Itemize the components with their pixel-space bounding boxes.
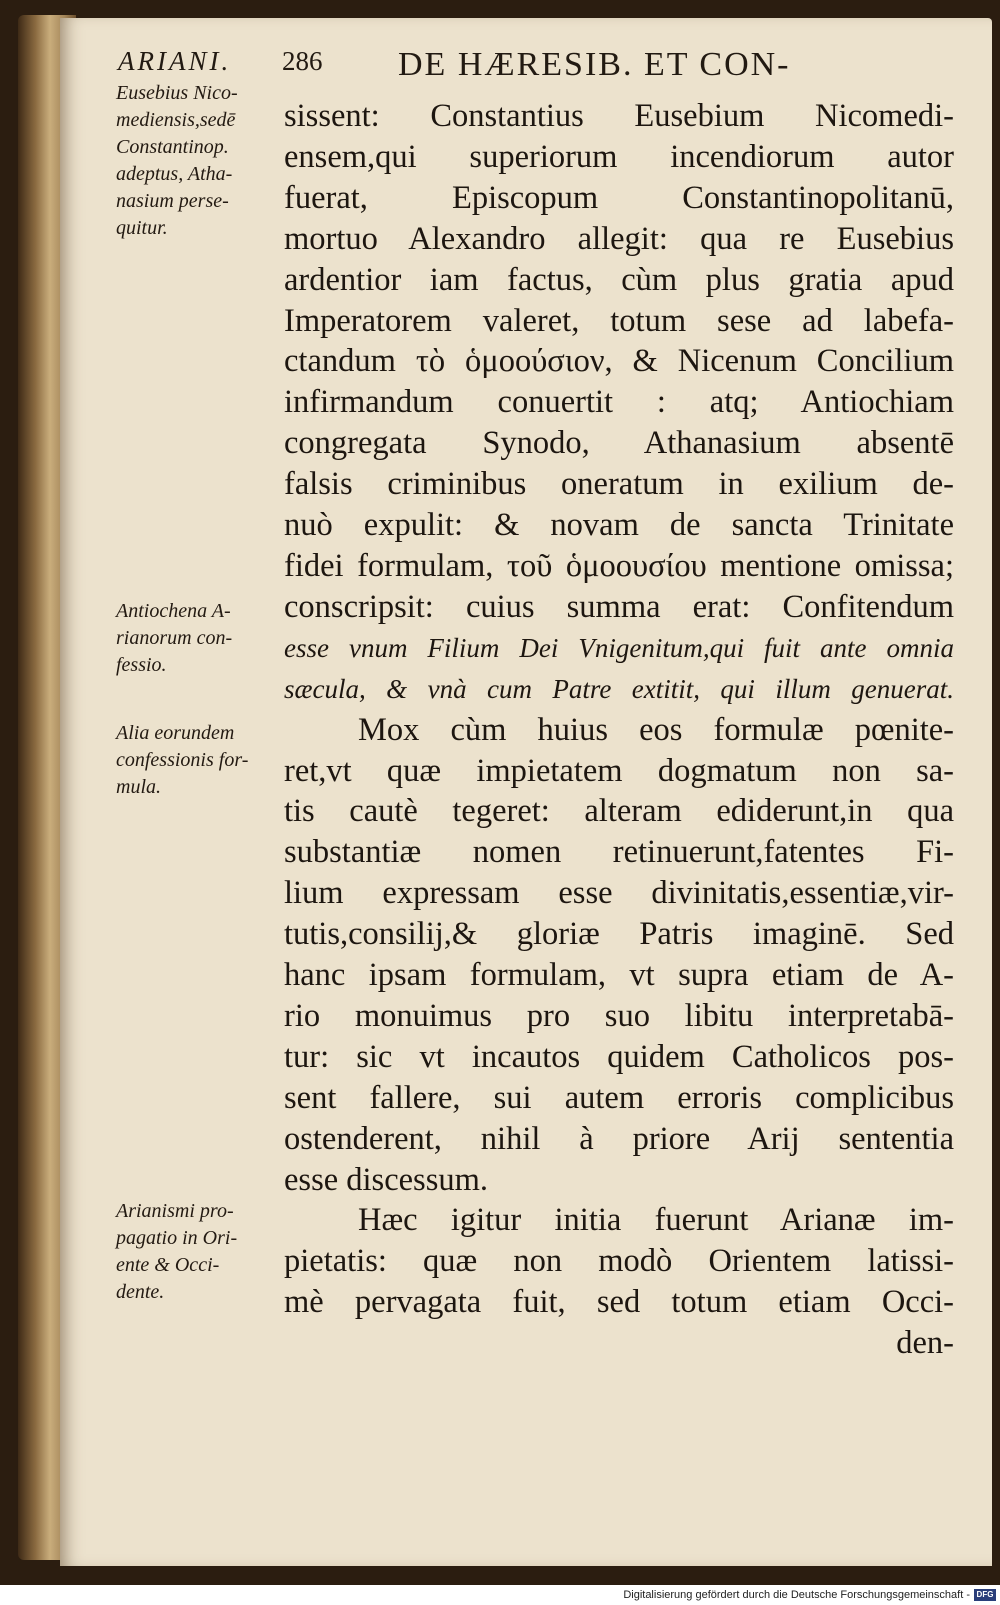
text-line: ensem,qui superiorum incendiorum autor xyxy=(284,138,954,175)
text-line: tis cautè tegeret: alteram ediderunt,in qua xyxy=(284,793,954,830)
margin-note-line: quitur. xyxy=(116,217,168,239)
text-line: substantiæ nomen retinuerunt,fatentes Fi- xyxy=(284,834,954,871)
text-line: mortuo Alexandro allegit: qua re Eusebius xyxy=(284,220,954,257)
text-line-italic: esse vnum Filium Dei Vnigenitum,qui fuit ante omnia xyxy=(284,632,954,663)
margin-note-eusebius xyxy=(116,80,288,242)
margin-note-line: Alia eorundem xyxy=(116,722,235,744)
credit-text: Digitalisierung gefördert durch die Deutsche Forschungsgemeinschaft - xyxy=(623,1589,970,1601)
text-line: sissent: Constantius Eusebium Nicomedi- xyxy=(284,98,954,134)
margin-note-antiochena xyxy=(116,598,288,679)
text-line: ret,vt quæ impietatem dogmatum non sa- xyxy=(284,752,954,789)
margin-note-line: rianorum con- xyxy=(116,627,233,649)
digitization-credit xyxy=(0,1585,1000,1605)
text-line: sent fallere, sui autem erroris complicibus xyxy=(284,1079,954,1116)
text-line: fidei formulam, τοῦ ὁμοουσίου mentione omissa; xyxy=(284,547,954,584)
margin-note-alia-formula xyxy=(116,720,288,801)
main-text xyxy=(284,96,954,1364)
text-line: ardentior iam factus, cùm plus gratia apud xyxy=(284,261,954,298)
margin-note-line: pagatio in Ori- xyxy=(116,1227,238,1249)
margin-note-line: Antiochena A- xyxy=(116,600,231,622)
text-line: falsis criminibus oneratum in exilium de- xyxy=(284,466,954,503)
page-number: 286 xyxy=(282,46,323,76)
margin-note-line: Constantinop. xyxy=(116,136,229,158)
text-line: rio monuimus pro suo libitu interpretabā- xyxy=(284,997,954,1034)
margin-note-line: ente & Occi- xyxy=(116,1254,220,1276)
text-line: pietatis: quæ non modò Orientem latissi- xyxy=(284,1243,954,1280)
text-line: tur: sic vt incautos quidem Catholicos pos- xyxy=(284,1038,954,1075)
text-line: ostenderent, nihil à priore Arij sententia xyxy=(284,1120,954,1157)
dfg-logo: DFG xyxy=(974,1589,996,1601)
text-line: mè pervagata fuit, sed totum etiam Occi- xyxy=(284,1284,954,1321)
catchword: den- xyxy=(896,1325,954,1362)
text-line: esse discessum. xyxy=(284,1161,488,1198)
text-line: lium expressam esse divinitatis,essentiæ,vir- xyxy=(284,875,954,912)
margin-note-line: Eusebius Nico- xyxy=(116,82,238,104)
text-line: congregata Synodo, Athanasium absentē xyxy=(284,425,954,462)
margin-note-line: nasium perse- xyxy=(116,190,229,212)
margin-note-line: mula. xyxy=(116,776,161,798)
margin-note-line: mediensis,sedē xyxy=(116,109,236,131)
text-line: Mox cùm huius eos formulæ pœnite- xyxy=(358,711,954,748)
text-line: fuerat, Episcopum Constantinopolitanū, xyxy=(284,179,954,216)
margin-note-line: adeptus, Atha- xyxy=(116,163,233,185)
text-line-italic: sæcula, & vnà cum Patre extitit, qui illum genuerat. xyxy=(284,673,954,704)
text-line: tutis,consilij,& gloriæ Patris imaginē. Sed xyxy=(284,916,954,953)
margin-note-arianismi xyxy=(116,1198,288,1306)
margin-note-line: dente. xyxy=(116,1281,165,1303)
text-line: infirmandum conuertit : atq; Antiochiam xyxy=(284,384,954,421)
running-head: ARIANI. xyxy=(118,46,232,76)
text-line: ctandum τὸ ὁμοούσιον, & Nicenum Concilium xyxy=(284,343,954,380)
margin-note-line: Arianismi pro- xyxy=(116,1200,234,1222)
margin-note-line: fessio. xyxy=(116,654,167,676)
text-line: hanc ipsam formulam, vt supra etiam de A- xyxy=(284,957,954,994)
text-line: conscripsit: cuius summa erat: Confitendum xyxy=(284,588,954,625)
page-title: DE HÆRESIB. ET CON- xyxy=(398,46,791,83)
text-line: nuò expulit: & novam de sancta Trinitate xyxy=(284,507,954,544)
text-line: Imperatorem valeret, totum sese ad labefa- xyxy=(284,302,954,339)
margin-note-line: confessionis for- xyxy=(116,749,249,771)
text-line: Hæc igitur initia fuerunt Arianæ im- xyxy=(358,1202,954,1239)
